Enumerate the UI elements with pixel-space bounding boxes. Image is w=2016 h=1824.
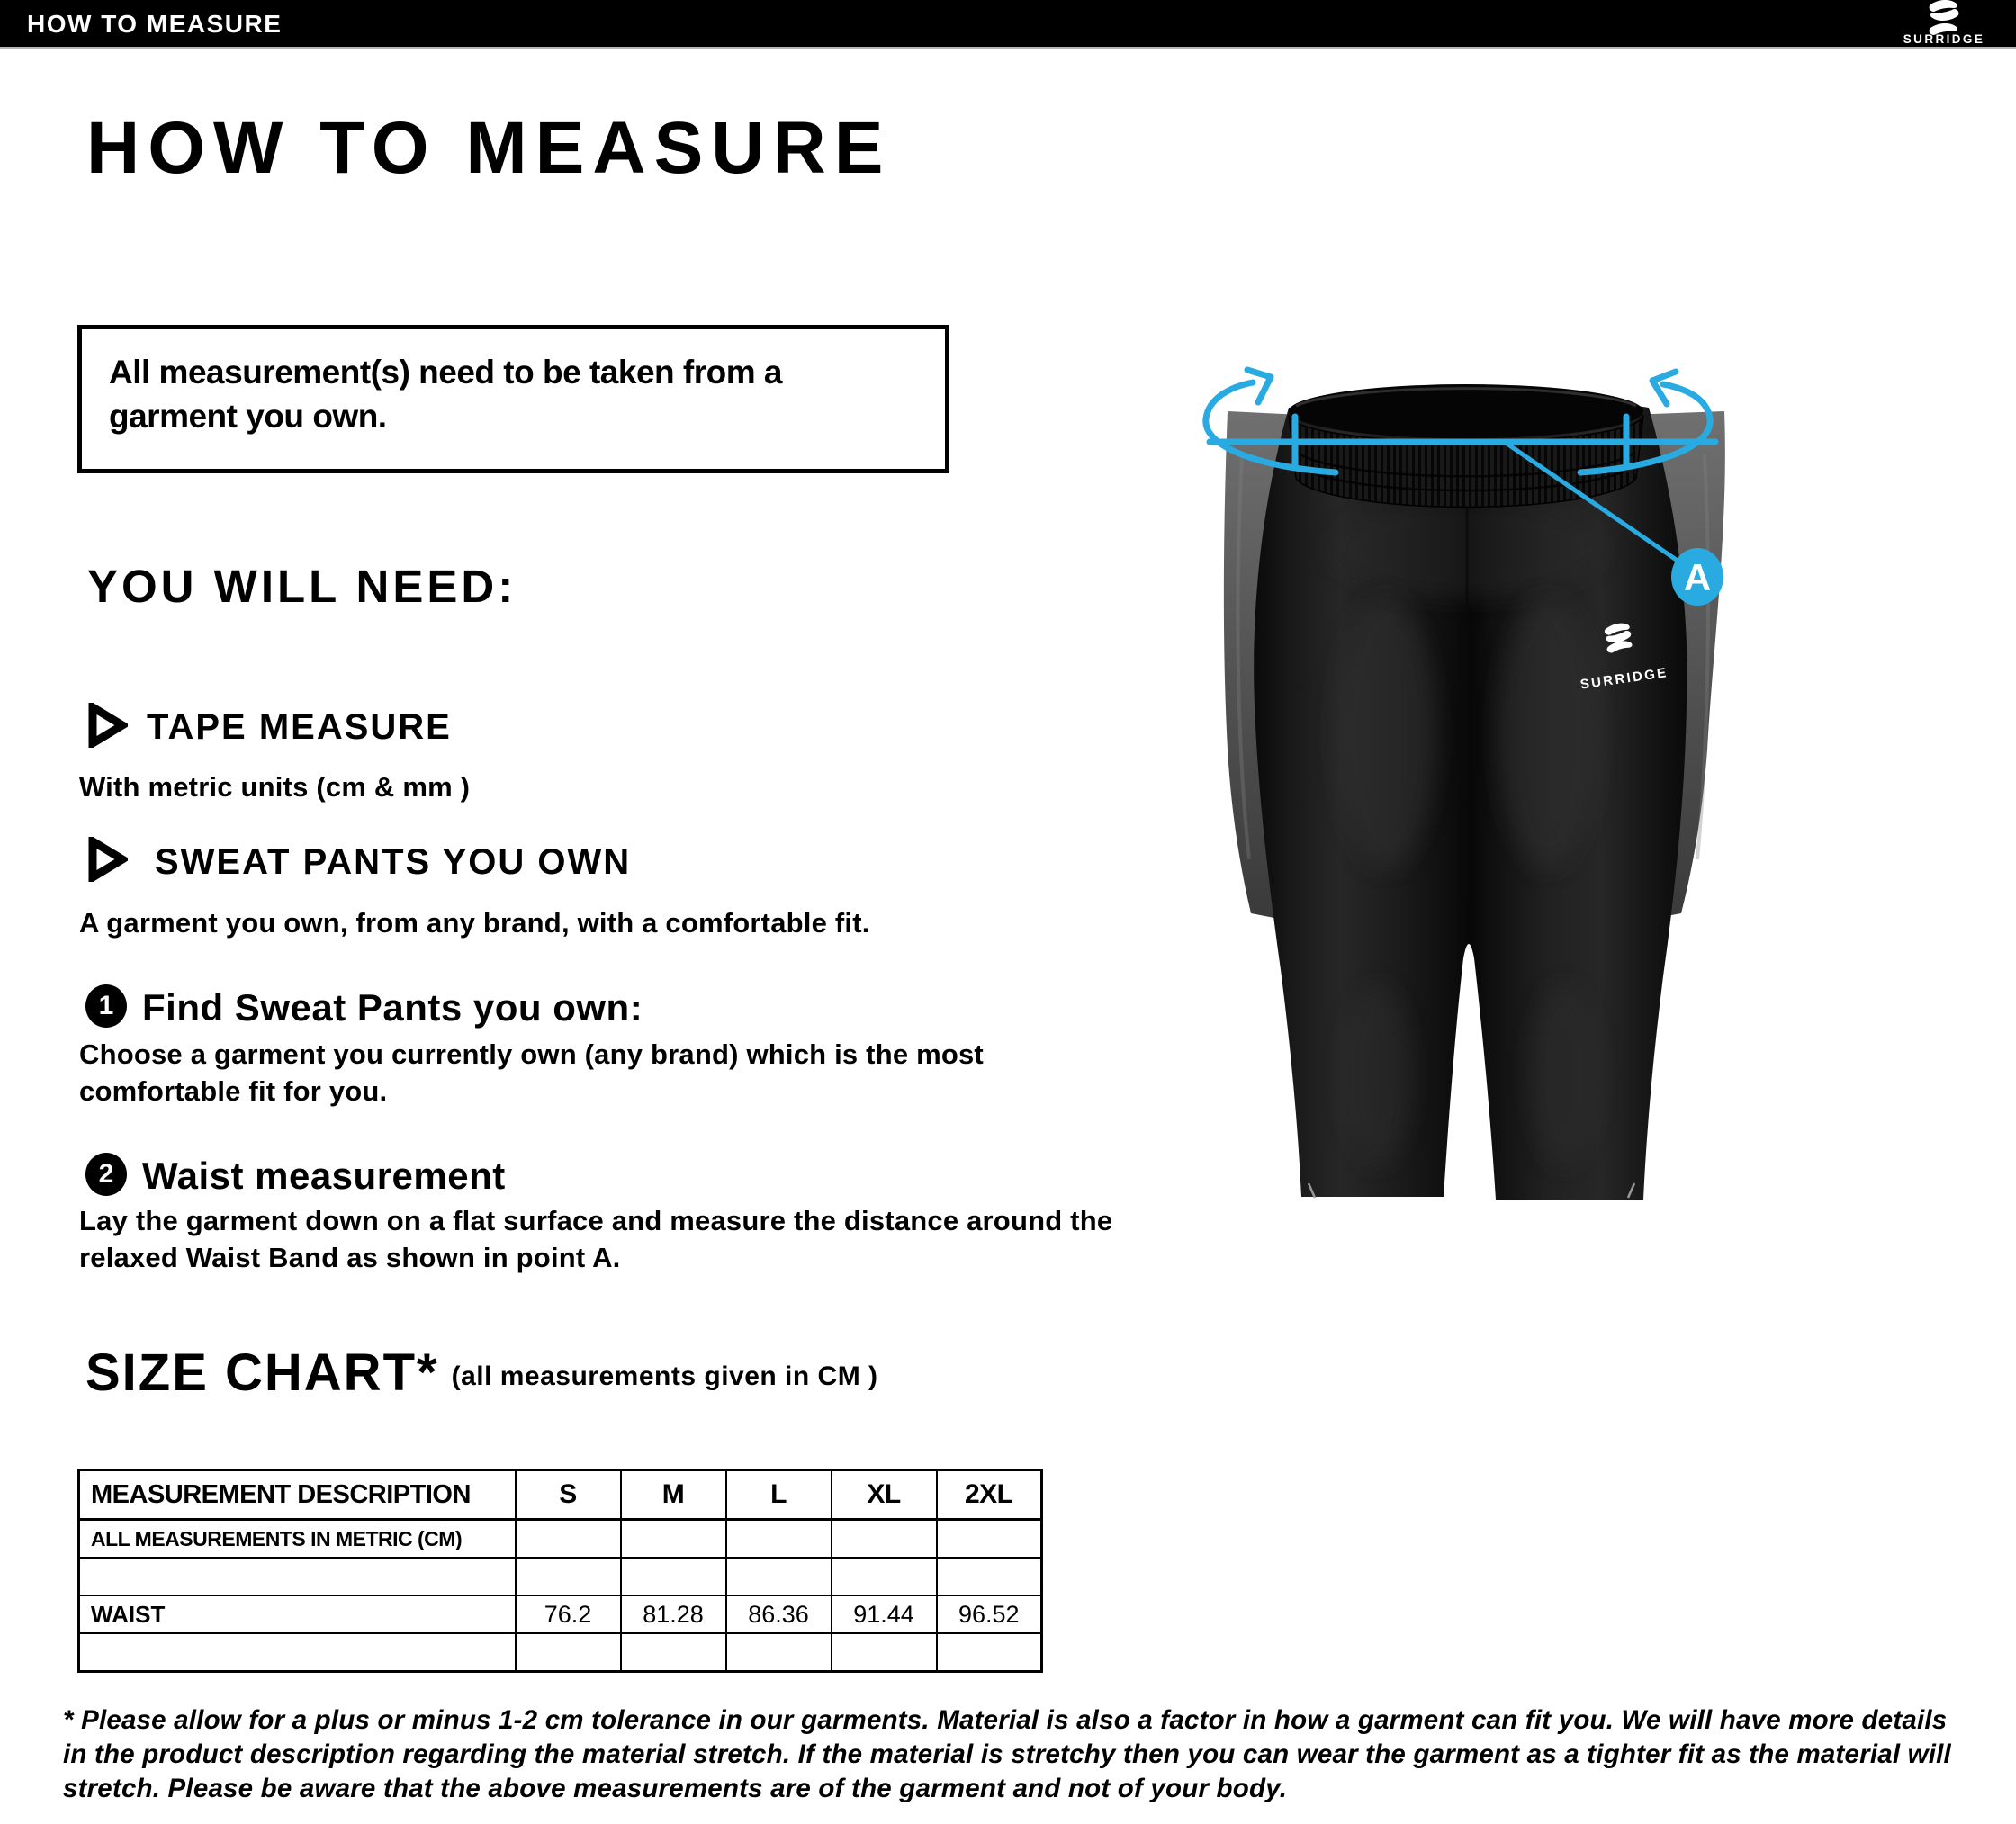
table-cell <box>726 1558 832 1595</box>
point-a-label: A <box>1683 556 1712 598</box>
table-cell <box>937 1558 1042 1595</box>
table-cell <box>726 1520 832 1559</box>
step-number-badge: 1 <box>86 984 127 1028</box>
table-cell <box>726 1633 832 1672</box>
need-description: With metric units (cm & mm ) <box>79 771 471 803</box>
table-cell <box>832 1633 937 1672</box>
table-row <box>79 1595 1042 1633</box>
top-bar-title: HOW TO MEASURE <box>27 10 283 38</box>
pants-body <box>1254 384 1688 1200</box>
table-cell: 76.2 <box>516 1595 621 1633</box>
table-cell <box>832 1558 937 1595</box>
table-cell <box>516 1520 621 1559</box>
footnote: * Please allow for a plus or minus 1-2 cm tolerance in our garments. Material is also a factor in how a garment can fit you. We will have more details in the product description regarding the material stretch. If the material is stretchy then you can wear the garment as a tighter fit as the material will stretch. Please be aware that the above measurements are of the garment and not of your body. <box>63 1705 1951 1803</box>
step-title: Waist measurement <box>142 1155 506 1197</box>
brand-logo-text: SURRIDGE <box>1903 32 1985 46</box>
page-heading: HOW TO MEASURE <box>86 107 892 189</box>
note-box <box>77 325 950 473</box>
table-cell: 81.28 <box>621 1595 726 1633</box>
table-header-cell: MEASUREMENT DESCRIPTION <box>79 1470 516 1520</box>
step-description: Lay the garment down on a flat surface and measure the distance around the relaxed Waist Band as shown in point A. <box>79 1205 1113 1273</box>
table-cell: 91.44 <box>832 1595 937 1633</box>
size-chart-title: SIZE CHART* <box>86 1343 439 1402</box>
table-header-cell: L <box>726 1470 832 1520</box>
table-cell <box>516 1633 621 1672</box>
brand-logo <box>1881 0 2007 47</box>
size-chart-table <box>77 1469 1043 1673</box>
table-header-cell: M <box>621 1470 726 1520</box>
pants-brand-logo-text: SURRIDGE <box>1579 665 1670 693</box>
table-cell: ALL MEASUREMENTS IN METRIC (CM) <box>79 1520 516 1559</box>
table-header-row <box>79 1470 1042 1520</box>
need-title: SWEAT PANTS YOU OWN <box>155 842 632 882</box>
triangle-bullet-icon <box>86 837 128 882</box>
table-cell <box>516 1558 621 1595</box>
triangle-bullet-icon <box>86 703 128 748</box>
table-cell <box>621 1520 726 1559</box>
table-row <box>79 1633 1042 1672</box>
size-chart-heading <box>86 1343 878 1403</box>
table-header-cell: 2XL <box>937 1470 1042 1520</box>
surridge-logo-icon <box>1881 0 2007 47</box>
table-row <box>79 1558 1042 1595</box>
step-title: Find Sweat Pants you own: <box>142 986 644 1029</box>
table-cell <box>832 1520 937 1559</box>
table-cell <box>79 1558 516 1595</box>
note-box-text: All measurement(s) need to be taken from a garment you own. <box>109 354 782 435</box>
you-will-need-heading: YOU WILL NEED: <box>87 561 518 612</box>
step-description: Choose a garment you currently own (any brand) which is the most comfortable fit for you. <box>79 1038 984 1107</box>
table-cell <box>621 1633 726 1672</box>
point-a-marker <box>1671 548 1724 606</box>
size-chart-subheading: (all measurements given in CM ) <box>451 1361 878 1391</box>
table-cell <box>937 1520 1042 1559</box>
table-cell: 86.36 <box>726 1595 832 1633</box>
table-row <box>79 1520 1042 1559</box>
table-cell: 96.52 <box>937 1595 1042 1633</box>
need-description: A garment you own, from any brand, with a comfortable fit. <box>79 907 870 939</box>
top-bar <box>0 0 2016 49</box>
table-header-cell: XL <box>832 1470 937 1520</box>
need-title: TAPE MEASURE <box>147 707 452 747</box>
rotation-arrow-left-head-icon <box>1247 370 1271 402</box>
table-cell <box>79 1633 516 1672</box>
pants-figure <box>1116 346 1800 1224</box>
table-header-cell: S <box>516 1470 621 1520</box>
table-cell <box>937 1633 1042 1672</box>
step-number-badge: 2 <box>86 1153 127 1196</box>
table-cell: WAIST <box>79 1595 516 1633</box>
table-cell <box>621 1558 726 1595</box>
